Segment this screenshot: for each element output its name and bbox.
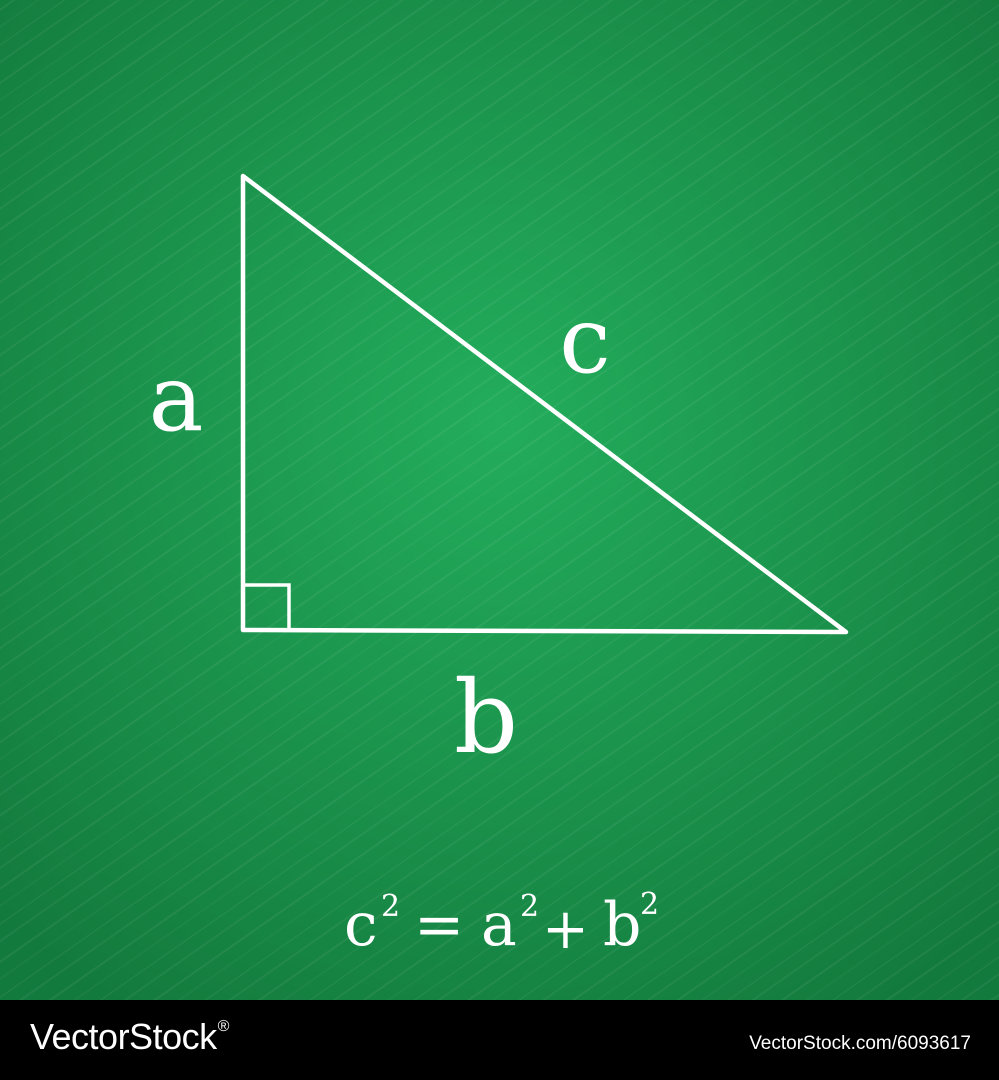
brand-name: VectorStock [30,1016,217,1057]
formula-a-exponent: 2 [520,889,540,924]
registered-mark: ® [217,1018,229,1035]
label-side-b: b [453,659,519,776]
formula-c-exponent: 2 [381,889,401,924]
formula-b-exponent: 2 [640,887,660,922]
vectorstock-logo [30,1016,229,1058]
formula-a: a [481,890,517,960]
label-side-c: c [559,287,611,394]
footer-bar [0,1000,999,1080]
label-side-a: a [148,345,204,452]
formula-c: c [344,890,378,960]
formula-plus: + [542,897,589,962]
stock-image-id: VectorStock.com/6093617 [749,1033,971,1054]
formula-b: b [603,890,642,960]
formula-equals: = [414,890,465,960]
